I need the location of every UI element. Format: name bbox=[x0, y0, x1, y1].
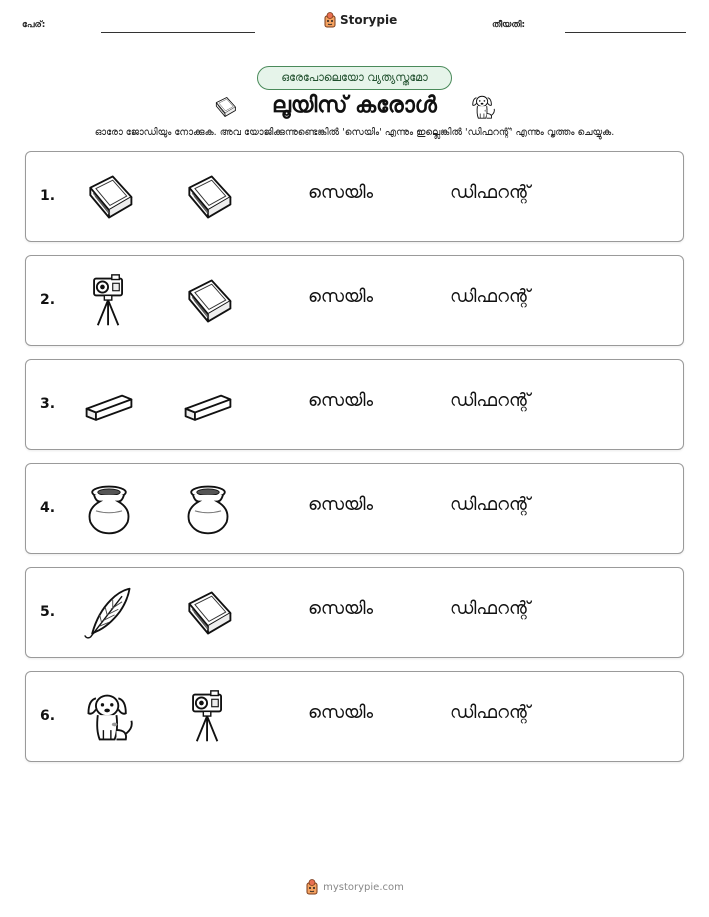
page-title: ലൂയിസ് കരോൾ bbox=[272, 93, 437, 118]
instructions: ഓരോ ജോഡിയും നോക്കുക. അവ യോജിക്കുന്നുണ്ടെങ്കിൽ 'സെയിം' എന്നും ഇല്ലെങ്കിൽ 'ഡിഫറന്റ്' എന്നും വൃത്തം ചെയ്യുക. bbox=[94, 127, 615, 138]
camera-icon bbox=[81, 273, 137, 329]
right-picture bbox=[180, 689, 236, 745]
row-number: 4. bbox=[40, 500, 56, 516]
pot-icon bbox=[81, 481, 137, 537]
exercise-row bbox=[25, 567, 684, 658]
option-different[interactable]: ഡിഫറന്റ് bbox=[450, 182, 531, 203]
row-number: 1. bbox=[40, 188, 56, 204]
row-number: 5. bbox=[40, 604, 56, 620]
book-icon bbox=[180, 169, 236, 225]
title-row bbox=[0, 90, 709, 122]
option-different[interactable]: ഡിഫറന്റ് bbox=[450, 390, 531, 411]
row-number: 3. bbox=[40, 396, 56, 412]
right-picture bbox=[180, 481, 236, 537]
worksheet-badge: ഒരേപോലെയോ വ്യത്യസ്തമോ bbox=[257, 66, 452, 90]
left-picture bbox=[81, 585, 137, 641]
date-label: തീയതി: bbox=[492, 20, 526, 30]
option-different[interactable]: ഡിഫറന്റ് bbox=[450, 494, 531, 515]
eraser-icon bbox=[180, 377, 236, 433]
option-different[interactable]: ഡിഫറന്റ് bbox=[450, 702, 531, 723]
storypie-logo-icon bbox=[305, 879, 319, 895]
right-picture bbox=[180, 273, 236, 329]
brand bbox=[323, 12, 397, 28]
left-picture bbox=[81, 689, 137, 745]
left-picture bbox=[81, 273, 137, 329]
exercise-row bbox=[25, 671, 684, 762]
date-line[interactable] bbox=[565, 32, 686, 33]
left-picture bbox=[81, 481, 137, 537]
option-same[interactable]: സെയിം bbox=[308, 182, 374, 203]
left-picture bbox=[81, 377, 137, 433]
row-number: 2. bbox=[40, 292, 56, 308]
footer-site: mystorypie.com bbox=[323, 881, 404, 893]
option-different[interactable]: ഡിഫറന്റ് bbox=[450, 598, 531, 619]
option-different[interactable]: ഡിഫറന്റ് bbox=[450, 286, 531, 307]
book-icon bbox=[180, 585, 236, 641]
exercise-row bbox=[25, 463, 684, 554]
right-picture bbox=[180, 169, 236, 225]
storypie-logo-icon bbox=[323, 12, 337, 28]
dog-icon bbox=[81, 689, 137, 745]
pot-icon bbox=[180, 481, 236, 537]
right-picture bbox=[180, 585, 236, 641]
exercise-row bbox=[25, 359, 684, 450]
right-picture bbox=[180, 377, 236, 433]
brand-name: Storypie bbox=[340, 13, 398, 27]
option-same[interactable]: സെയിം bbox=[308, 598, 374, 619]
name-label: പേര്: bbox=[22, 20, 46, 30]
option-same[interactable]: സെയിം bbox=[308, 702, 374, 723]
eraser-icon bbox=[81, 377, 137, 433]
option-same[interactable]: സെയിം bbox=[308, 390, 374, 411]
name-line[interactable] bbox=[101, 32, 255, 33]
left-picture bbox=[81, 169, 137, 225]
option-same[interactable]: സെയിം bbox=[308, 494, 374, 515]
book-icon bbox=[180, 273, 236, 329]
footer bbox=[0, 879, 709, 895]
camera-icon bbox=[180, 689, 236, 745]
exercise-row bbox=[25, 255, 684, 346]
option-same[interactable]: സെയിം bbox=[308, 286, 374, 307]
book-icon bbox=[81, 169, 137, 225]
row-number: 6. bbox=[40, 708, 56, 724]
feather-icon bbox=[81, 585, 137, 641]
exercise-row bbox=[25, 151, 684, 242]
worksheet-header bbox=[0, 0, 709, 40]
dog-icon bbox=[469, 92, 497, 122]
